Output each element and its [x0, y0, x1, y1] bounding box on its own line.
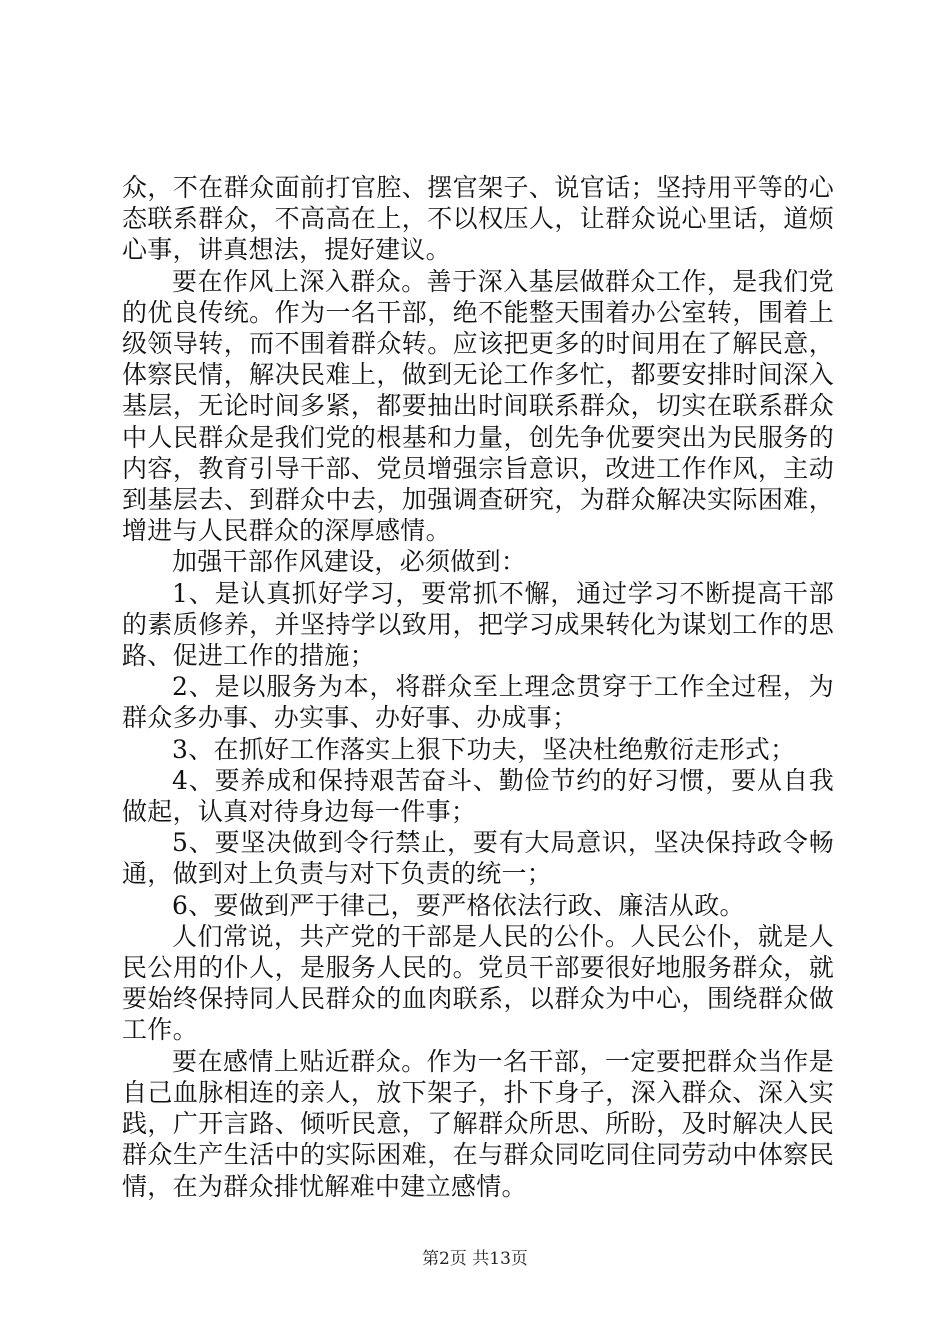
list-item-3: 3、在抓好工作落实上狠下功夫，坚决杜绝敷衍走形式； — [172, 734, 796, 764]
paragraph-public-servant: 人们常说，共产党的干部是人民的公仆。人民公仆，就是人民公用的仆人，是服务人民的。党员干部要很好地服务群众，就要始终保持同人民群众的血肉联系，以群众为中心，围绕群众做工作。 — [122, 921, 834, 1045]
paragraph-work-style: 要在作风上深入群众。善于深入基层做群众工作，是我们党的优良传统。作为一名干部，绝不能整天围着办公室转，围着上级领导转，而不围着群众转。应该把更多的时间用在了解民意，体察民情，解决民难上，做到无论工作多忙，都要安排时间深入基层，无论时间多紧，都要抽出时间联系群众，切实在联系群众中人民群众是我们党的根基和力量，创先争优要突出为民服务的内容，教育引导干部、党员增强宗旨意识，改进工作作风，主动到基层去、到群众中去，加强调查研究，为群众解决实际困难，增进与人民群众的深厚感情。 — [122, 266, 834, 546]
paragraph-continuation: 众，不在群众面前打官腔、摆官架子、说官话；坚持用平等的心态联系群众，不高高在上，不以权压人，让群众说心里话，道烦心事，讲真想法，提好建议。 — [122, 173, 834, 265]
list-item-5: 5、要坚决做到令行禁止，要有大局意识，坚决保持政令畅通，做到对上负责与对下负责的统一； — [122, 828, 834, 889]
page-footer: 第2页 共13页 — [422, 1249, 528, 1269]
paragraph-emotion: 要在感情上贴近群众。作为一名干部，一定要把群众当作是自己血脉相连的亲人，放下架子，扑下身子，深入群众、深入实践，广开言路、倾听民意，了解群众所思、所盼，及时解决人民群众生产生活中的实际困难，在与群众同吃同住同劳动中体察民情，在为群众排忧解难中建立感情。 — [122, 1046, 834, 1201]
list-item-6: 6、要做到严于律己，要严格依法行政、廉洁从政。 — [172, 890, 745, 920]
list-item-4: 4、要养成和保持艰苦奋斗、勤俭节约的好习惯，要从自我做起，认真对待身边每一件事； — [122, 765, 834, 827]
list-item-1: 1、是认真抓好学习，要常抓不懈，通过学习不断提高干部的素质修养，并坚持学以致用，把学习成果转化为谋划工作的思路、促进工作的措施； — [122, 578, 834, 671]
list-item-2: 2、是以服务为本，将群众至上理念贯穿于工作全过程，为群众多办事、办实事、办好事、办成事； — [122, 672, 834, 733]
paragraph-list-intro: 加强干部作风建设，必须做到： — [172, 547, 527, 577]
document-body — [122, 172, 834, 1202]
